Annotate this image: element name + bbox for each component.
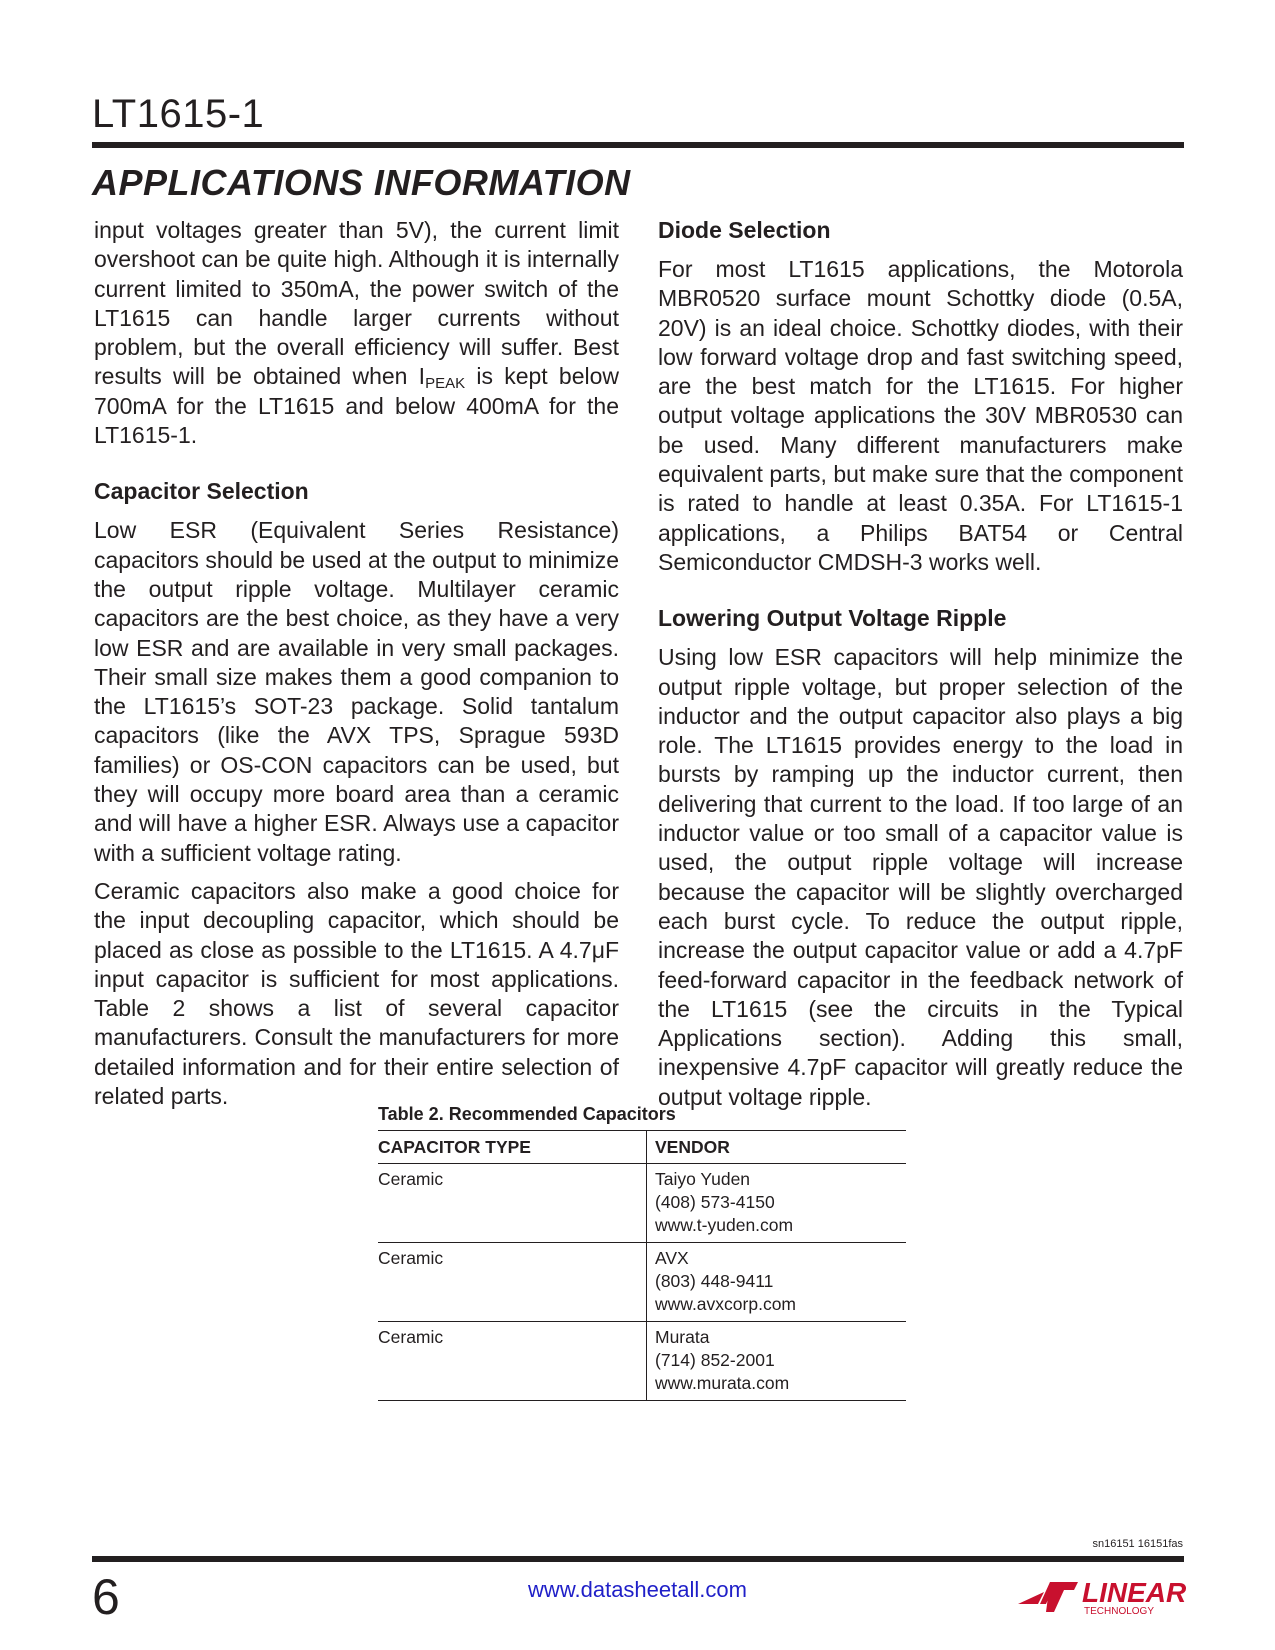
vendor-phone: (803) 448-9411 <box>655 1271 774 1291</box>
table-header-row <box>378 1131 906 1164</box>
vendor-web: www.avxcorp.com <box>655 1294 797 1314</box>
paragraph-ceramic-input: Ceramic capacitors also make a good choice for the input decoupling capacitor, which should be placed as close as possible to the LT1615. A 4.7μF input capacitor is sufficient for most applications. Table 2 shows a list of several capacitor manufacturers. Consult the manufacturers for more detailed information and for their entire selection of related parts. <box>94 877 619 1110</box>
paragraph-current-limit: input voltages greater than 5V), the current limit overshoot can be quite high. Although it is internally current limited to 350mA, the power switch of the LT1615 can handle larger currents without problem, but the overall efficiency will suffer. Best results will be obtained when $I_{PEAK}$ is kept below 700mA for the LT1615 and below 400mA for the LT1615-1. <box>94 217 619 449</box>
cell-type: Ceramic <box>378 1322 647 1401</box>
table-row <box>378 1322 906 1401</box>
vendor-name: Taiyo Yuden <box>655 1169 751 1189</box>
linear-technology-logo-icon <box>1016 1574 1186 1618</box>
cell-vendor <box>647 1164 907 1243</box>
cell-vendor <box>647 1322 907 1401</box>
vendor-phone: (408) 573-4150 <box>655 1192 775 1212</box>
header-rule <box>92 142 1184 148</box>
table-title: Table 2. Recommended Capacitors <box>378 1104 676 1124</box>
footer-rule <box>92 1556 1184 1562</box>
heading-capacitor-selection: Capacitor Selection <box>94 478 309 505</box>
section-title: APPLICATIONS INFORMATION <box>92 162 631 203</box>
logo-subtext: TECHNOLOGY <box>1084 1606 1155 1617</box>
logo-text: LINEAR <box>1082 1577 1186 1608</box>
cell-type: Ceramic <box>378 1243 647 1322</box>
cell-vendor <box>647 1243 907 1322</box>
paragraph-capacitor-esr: Low ESR (Equivalent Series Resistance) capacitors should be used at the output to minimize the output ripple voltage. Multilayer ceramic capacitors are the best choice, as they have a very low ESR and are available in very small packages. Their small size makes them a good companion to the LT1615’s SOT-23 package. Solid tantalum capacitors (like the AVX TPS, Sprague 593D families) or OS-CON capacitors can be used, but they will occupy more board area than a ceramic and will have a higher ESR. Always use a capacitor with a sufficient voltage rating. <box>94 517 619 866</box>
footer-url-link[interactable]: www.datasheetall.com <box>528 1577 747 1602</box>
heading-diode-selection: Diode Selection <box>658 217 831 243</box>
heading-output-ripple: Lowering Output Voltage Ripple <box>658 605 1007 632</box>
vendor-phone: (714) 852-2001 <box>655 1350 775 1370</box>
paragraph-diode: For most LT1615 applications, the Motorola MBR0520 surface mount Schottky diode (0.5A, 20V) is an ideal choice. Schottky diodes, with their low forward voltage drop and fast switching speed, are the best match for the LT1615. For higher output voltage applications the 30V MBR0530 can be used. Many different manufacturers make equivalent parts, but make sure that the component is rated to handle at least 0.35A. For LT1615-1 applications, a Philips BAT54 or Central Semiconductor CMDSH-3 works well. <box>658 256 1183 575</box>
logo-mark-bar-icon <box>1046 1582 1078 1612</box>
part-number: LT1615-1 <box>92 92 265 136</box>
vendor-name: AVX <box>655 1248 689 1268</box>
cell-type: Ceramic <box>378 1164 647 1243</box>
capacitor-table <box>378 1130 906 1401</box>
table-row <box>378 1164 906 1243</box>
subscript-peak: PEAK <box>425 375 466 393</box>
vendor-name: Murata <box>655 1327 710 1347</box>
page-number: 6 <box>92 1569 120 1625</box>
paragraph-output-ripple: Using low ESR capacitors will help minimize the output ripple voltage, but proper selection of the inductor and the output capacitor also plays a big role. The LT1615 provides energy to the load in bursts by ramping up the inductor current, then delivering that current to the load. If too large of an inductor value or too small of a capacitor value is used, the output ripple voltage will increase because the capacitor will be slightly overcharged each burst cycle. To reduce the output ripple, increase the output capacitor value or add a 4.7pF feed-forward capacitor in the feedback network of the LT1615 (see the circuits in the Typical Applications section). Adding this small, inexpensive 4.7pF capacitor will greatly reduce the output voltage ripple. <box>658 644 1183 1110</box>
document-code: sn16151 16151fas <box>1092 1538 1183 1550</box>
left-column <box>94 216 619 1120</box>
vendor-web: www.murata.com <box>655 1373 790 1393</box>
vendor-web: www.t-yuden.com <box>655 1215 794 1235</box>
header-vendor: VENDOR <box>647 1131 907 1164</box>
right-column <box>658 216 1183 1121</box>
header-capacitor-type: CAPACITOR TYPE <box>378 1131 647 1164</box>
table-row <box>378 1243 906 1322</box>
